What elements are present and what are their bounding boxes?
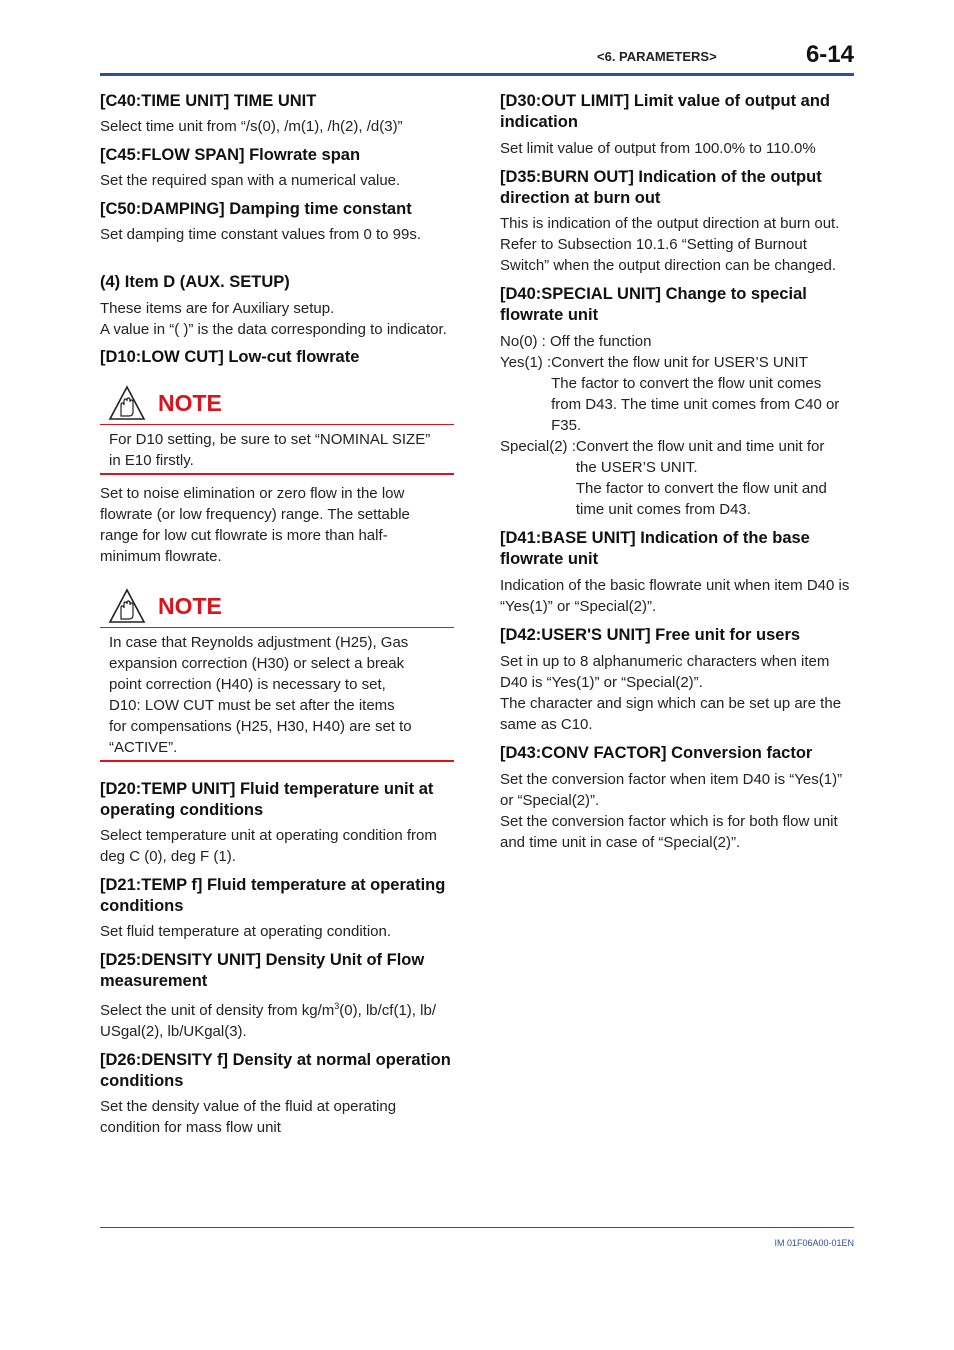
desc-line: The factor to convert the flow unit and <box>575 480 827 497</box>
c50-heading: [C50:DAMPING] Damping time constant <box>100 200 412 218</box>
d43-text-1: Set the conversion factor when item D40 is “Yes(1)” or “Special(2)”. <box>500 771 843 809</box>
d25-text-b: (0), lb/cf(1), lb/ <box>339 1002 436 1019</box>
d43-text-2: Set the conversion factor which is for both flow unit and time unit in case of “Special(2)”. <box>500 813 838 851</box>
d10-heading: [D10:LOW CUT] Low-cut flowrate <box>100 348 360 366</box>
note-box-1 <box>100 382 454 475</box>
d41-text: Indication of the basic flowrate unit when item D40 is “Yes(1)” or “Special(2)”. <box>500 577 850 615</box>
d25-text-a: Select the unit of density from kg/m <box>100 1002 335 1019</box>
d10-text-line: range for low cut flowrate is more than half- <box>100 527 388 544</box>
d26-heading: [D26:DENSITY f] Density at normal operation conditions <box>100 1051 451 1090</box>
d41-heading: [D41:BASE UNIT] Indication of the base flowrate unit <box>500 529 810 568</box>
note-body-1 <box>100 425 454 473</box>
d35-heading: [D35:BURN OUT] Indication of the output direction at burn out <box>500 168 822 207</box>
d10-text-line: minimum flowrate. <box>100 548 222 565</box>
document-number: IM 01F06A00-01EN <box>774 1238 854 1248</box>
note-line: For D10 setting, be sure to set “NOMINAL SIZE” <box>109 431 431 448</box>
right-column <box>500 91 854 853</box>
note-header-1 <box>100 382 454 424</box>
note-header-2 <box>100 585 454 627</box>
d40-options <box>500 331 854 520</box>
d40-option-yes <box>500 352 854 436</box>
d25-text-sup: 3 <box>334 1001 340 1011</box>
d26-text: Set the density value of the fluid at operating condition for mass flow unit <box>100 1098 397 1136</box>
item-d-text-1: These items are for Auxiliary setup. <box>100 300 335 317</box>
d30-text: Set limit value of output from 100.0% to 110.0% <box>500 140 816 157</box>
note-box-2 <box>100 585 454 762</box>
d20-text: Select temperature unit at operating condition from deg C (0), deg F (1). <box>100 827 437 865</box>
d25-text-c: USgal(2), lb/UKgal(3). <box>100 1023 247 1040</box>
d42-heading: [D42:USER'S UNIT] Free unit for users <box>500 626 801 644</box>
note-line: in E10 firstly. <box>109 452 194 469</box>
caution-hand-icon <box>108 588 146 624</box>
header-rule <box>100 73 854 76</box>
note-line: for compensations (H25, H30, H40) are set to <box>109 718 412 735</box>
c40-text: Select time unit from “/s(0), /m(1), /h(2), /d(3)” <box>100 118 403 135</box>
d40-yes-desc <box>551 352 854 436</box>
d25-heading: [D25:DENSITY UNIT] Density Unit of Flow measurement <box>100 951 425 990</box>
d43-heading: [D43:CONV FACTOR] Conversion factor <box>500 744 813 762</box>
desc-line: the USER’S UNIT. <box>575 459 698 476</box>
d21-heading: [D21:TEMP f] Fluid temperature at operating conditions <box>100 876 446 915</box>
note-line: expansion correction (H30) or select a break <box>109 655 405 672</box>
note-line: D10: LOW CUT must be set after the items <box>109 697 395 714</box>
d42-text-1: Set in up to 8 alphanumeric characters when item D40 is “Yes(1)” or “Special(2)”. <box>500 653 830 691</box>
page-number: 6-14 <box>805 41 854 68</box>
item-d-heading: (4) Item D (AUX. SETUP) <box>100 273 290 291</box>
d30-heading: [D30:OUT LIMIT] Limit value of output and indication <box>500 92 830 131</box>
note-line: In case that Reynolds adjustment (H25), Gas <box>109 634 409 651</box>
caution-hand-icon <box>108 385 146 421</box>
d40-special-term: Special(2) : <box>500 438 576 455</box>
desc-line: F35. <box>551 417 582 434</box>
d40-special-desc <box>576 436 854 520</box>
d25-text <box>100 996 454 1042</box>
note-title-2: NOTE <box>158 592 222 619</box>
d40-heading: [D40:SPECIAL UNIT] Change to special flowrate unit <box>500 285 807 324</box>
left-column <box>100 91 454 1138</box>
desc-line: The factor to convert the flow unit comes <box>551 375 822 392</box>
note-title-1: NOTE <box>158 389 222 416</box>
section-label: <6. PARAMETERS> <box>597 49 717 64</box>
d21-text: Set fluid temperature at operating condition. <box>100 923 392 940</box>
desc-line: Convert the flow unit for USER’S UNIT <box>551 354 808 371</box>
d40-option-no: No(0) : Off the function <box>500 333 652 350</box>
d40-yes-term: Yes(1) : <box>500 354 552 371</box>
c50-text: Set damping time constant values from 0 to 99s. <box>100 226 421 243</box>
d10-text-line: flowrate (or low frequency) range. The settable <box>100 506 410 523</box>
c45-heading: [C45:FLOW SPAN] Flowrate span <box>100 146 361 164</box>
d42-text-2: The character and sign which can be set up are the same as C10. <box>500 695 842 733</box>
footer-rule <box>100 1227 854 1228</box>
desc-line: Convert the flow unit and time unit for <box>575 438 825 455</box>
d35-text: This is indication of the output direction at burn out. Refer to Subsection 10.1.6 “Setting of Burnout Switch” when the output direction can be changed. <box>500 215 840 274</box>
c45-text: Set the required span with a numerical value. <box>100 172 401 189</box>
d10-text-line: Set to noise elimination or zero flow in the low <box>100 485 405 502</box>
desc-line: from D43. The time unit comes from C40 or <box>551 396 840 413</box>
note-line: point correction (H40) is necessary to set, <box>109 676 386 693</box>
note-line: “ACTIVE”. <box>109 739 178 756</box>
item-d-text-2: A value in “( )” is the data corresponding to indicator. <box>100 321 447 338</box>
desc-line: time unit comes from D43. <box>575 501 751 518</box>
d40-option-special <box>500 436 854 520</box>
d10-text <box>100 483 454 567</box>
d20-heading: [D20:TEMP UNIT] Fluid temperature unit at operating conditions <box>100 780 434 819</box>
note-body-2 <box>100 628 454 760</box>
c40-heading: [C40:TIME UNIT] TIME UNIT <box>100 92 317 110</box>
